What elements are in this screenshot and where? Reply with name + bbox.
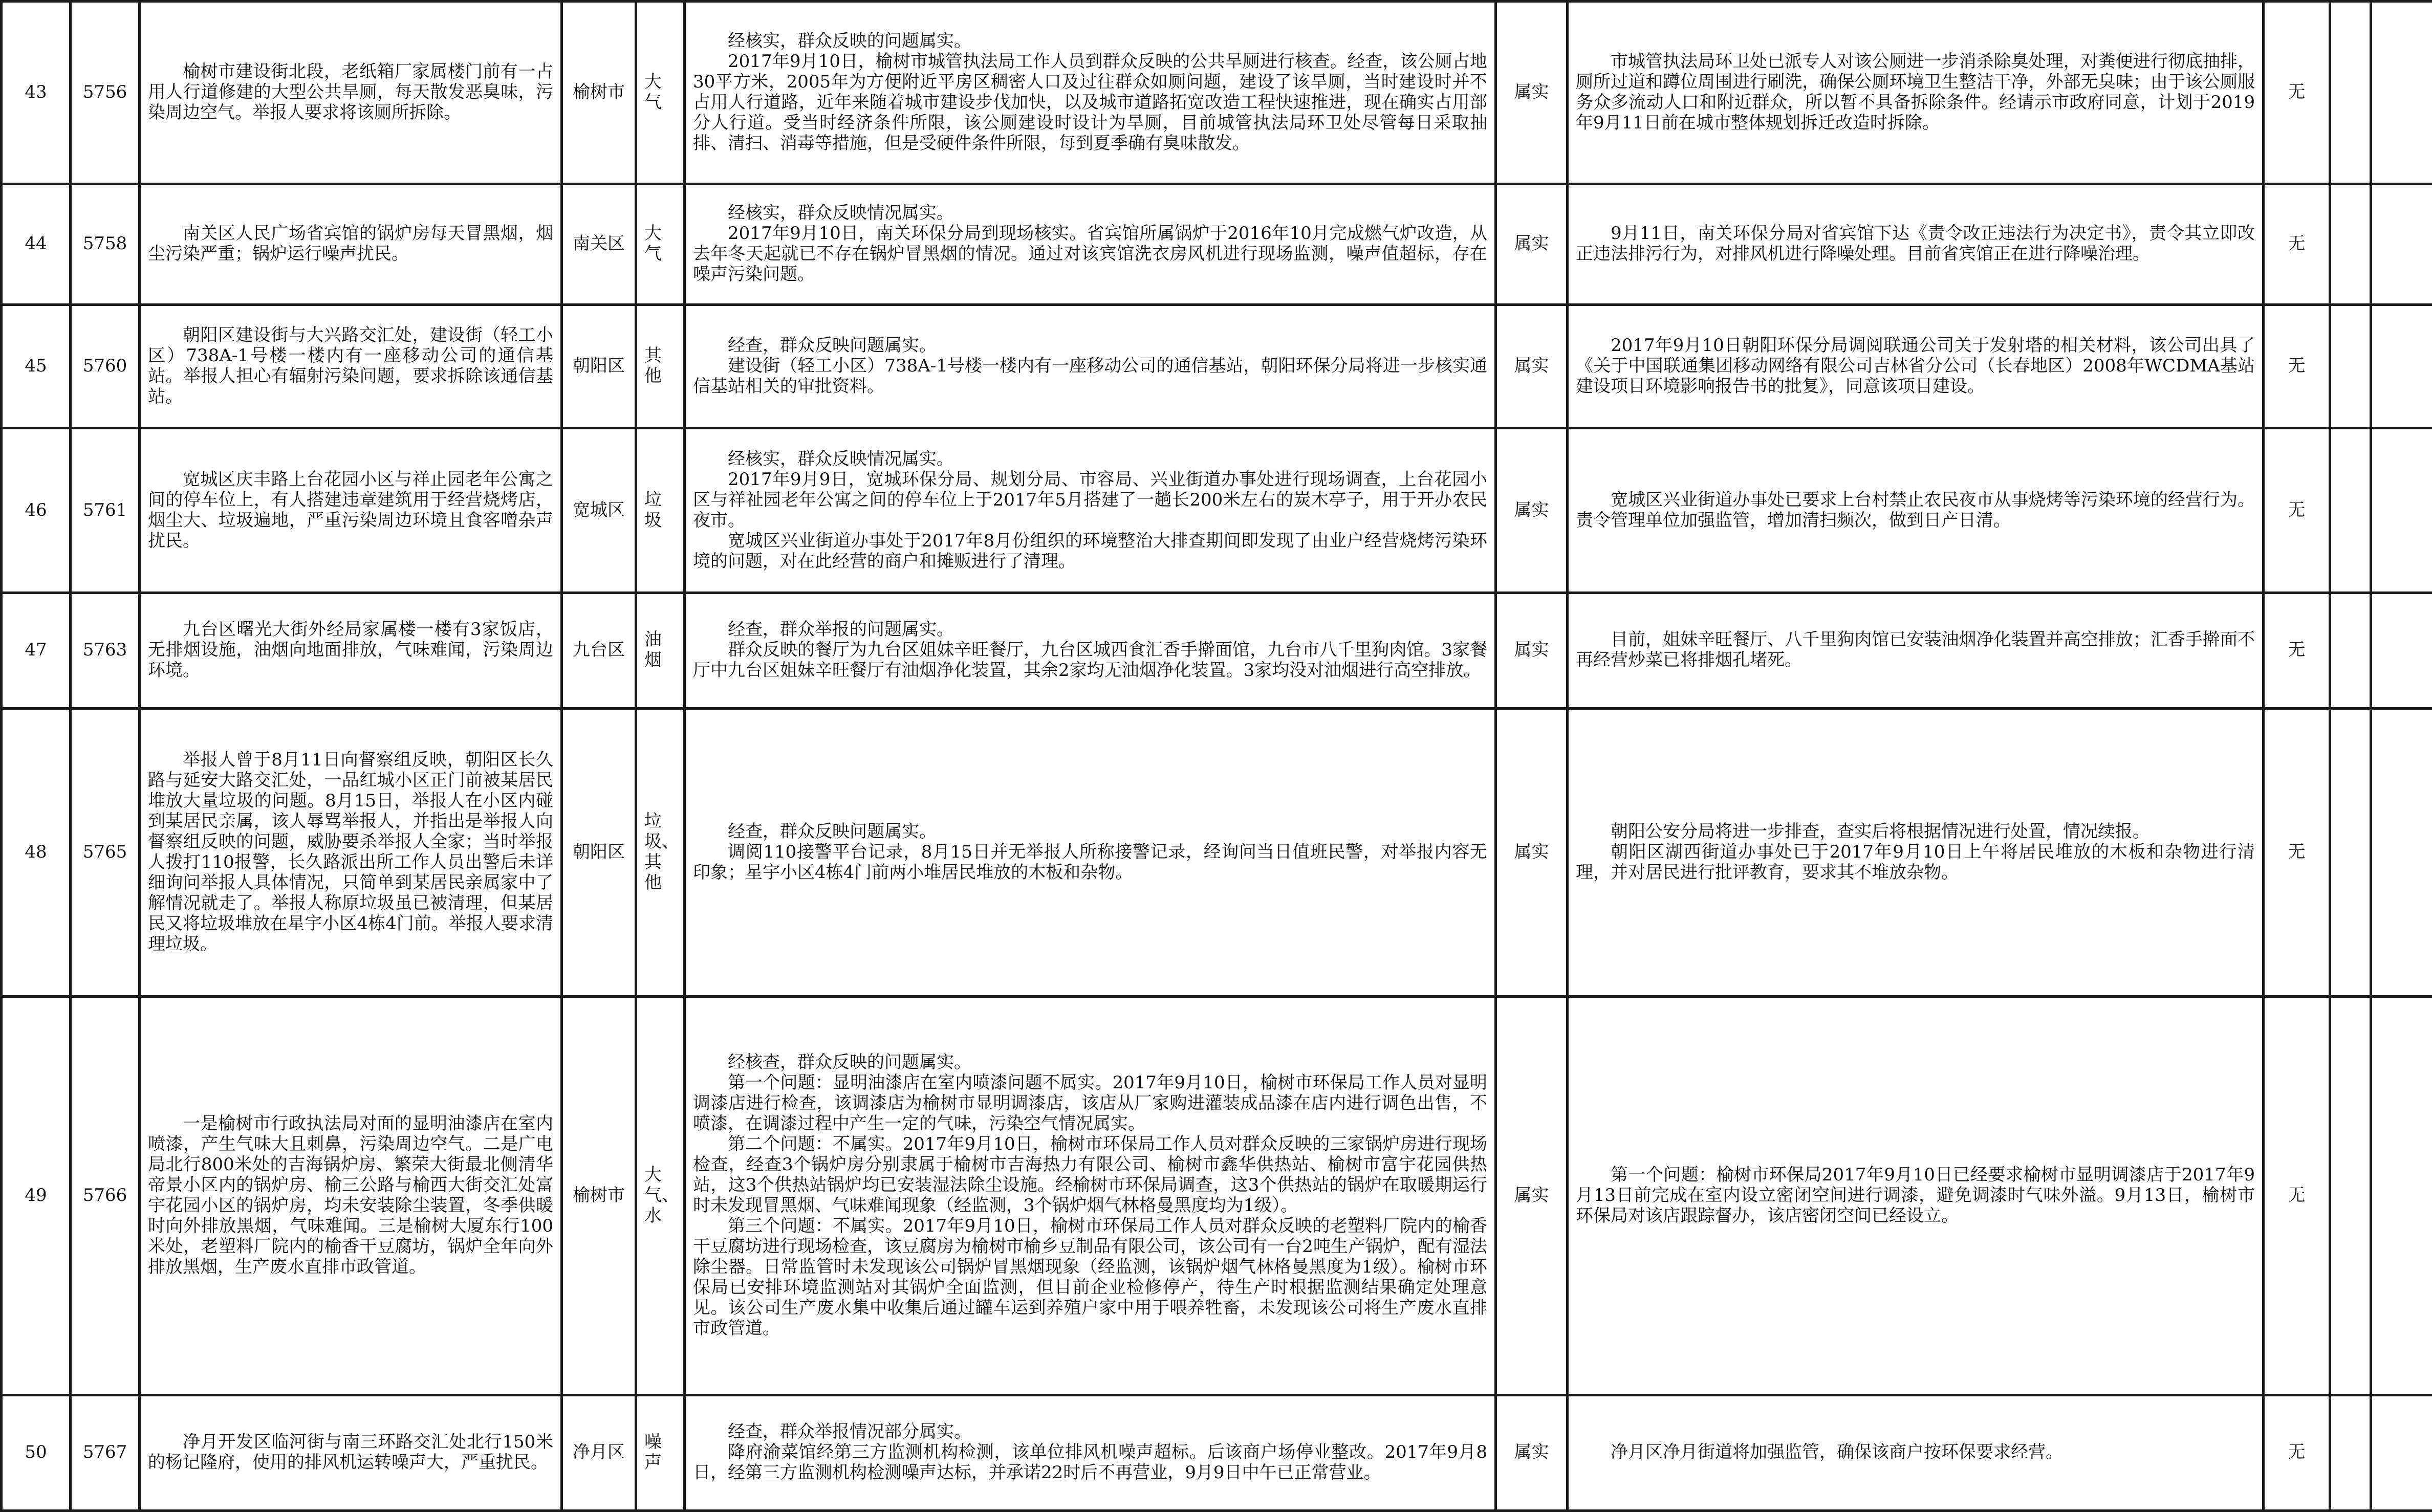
trailing-empty-cell [2371,2,2432,184]
accountability: 无 [2264,2,2330,184]
district: 宽城区 [562,428,636,593]
table-row [2,184,2432,304]
table-row [2,593,2432,708]
accountability: 无 [2264,996,2330,1395]
handling-result [1568,305,2264,428]
trailing-empty-cell [2371,305,2432,428]
remark-empty [2330,708,2371,996]
findings-paragraph: 宽城区兴业街道办事处于2017年8月份组织的环境整治大排查期间即发现了由业户经营烧烤污染环境的问题，对在此经营的商户和摊贩进行了清理。 [693,530,1487,572]
complaint-content-text: 九台区曙光大街外经局家属楼一楼有3家饭店，无排烟设施，油烟向地面排放，气味难闻，污染周边环境。 [148,619,553,681]
findings-paragraph: 经核实，群众反映情况属实。 [728,448,954,469]
row-sequence-number: 48 [2,708,71,996]
row-sequence-number: 45 [2,305,71,428]
complaint-content [140,593,562,708]
accountability: 无 [2264,1395,2330,1510]
investigation-findings [685,2,1496,184]
handling-result [1568,2,2264,184]
result-paragraph: 目前，姐妹辛旺餐厅、八千里狗肉馆已安装油烟净化装置并高空排放；汇香手擀面不再经营炒菜已将排烟孔堵死。 [1576,629,2255,671]
complaint-id: 5767 [71,1395,140,1510]
remark-empty [2330,1395,2371,1510]
complaint-id: 5766 [71,996,140,1395]
findings-paragraph: 建设街（轻工小区）738A-1号楼一楼内有一座移动公司的通信基站，朝阳环保分局将进一步核实通信基站相关的审批资料。 [693,356,1487,397]
pollution-type: 大气 [636,184,685,304]
district: 净月区 [562,1395,636,1510]
remark-empty [2330,2,2371,184]
verdict: 属实 [1496,996,1568,1395]
trailing-empty-cell [2371,1395,2432,1510]
remark-empty [2330,996,2371,1395]
handling-result [1568,184,2264,304]
row-sequence-number: 50 [2,1395,71,1510]
complaint-content-text: 榆树市建设街北段，老纸箱厂家属楼门前有一占用人行道修建的大型公共旱厕，每天散发恶臭味，污染周边空气。举报人要求将该厕所拆除。 [148,61,553,123]
accountability: 无 [2264,593,2330,708]
findings-paragraph: 第三个问题：不属实。2017年9月10日，榆树市环保局工作人员对群众反映的老塑料厂院内的榆香干豆腐坊进行现场检查，该豆腐房为榆树市榆乡豆制品有限公司，该公司有一台2吨生产锅炉，配有湿法除尘器。日常监管时未发现该公司锅炉冒黑烟现象（经监测，该锅炉烟气林格曼黑度为1级）。榆树市环保局已安排环境监测站对其锅炉全面监测，但目前企业检修停产，待生产时根据监测结果确定处理意见。该公司生产废水集中收集后通过罐车运到养殖户家中用于喂养牲畜，未发现该公司将生产废水直排市政管道。 [693,1215,1487,1339]
result-paragraph: 朝阳区湖西街道办事处已于2017年9月10日上午将居民堆放的木板和杂物进行清理，并对居民进行批评教育，要求其不堆放杂物。 [1576,841,2255,883]
complaint-content [140,305,562,428]
remark-empty [2330,184,2371,304]
findings-paragraph: 第一个问题：显明油漆店在室内喷漆问题不属实。2017年9月10日，榆树市环保局工作人员对显明调漆店进行检查，该调漆店为榆树市显明调漆店，该店从厂家购进灌装成品漆在店内进行调色出售，不喷漆，在调漆过程中产生一定的气味，污染空气情况属实。 [693,1072,1487,1134]
findings-paragraph: 2017年9月10日，榆树市城管执法局工作人员到群众反映的公共旱厕进行核查。经查，该公厕占地30平方米，2005年为方便附近平房区稠密人口及过往群众如厕问题，建设了该旱厕，当时建设时并不占用人行道路，近年来随着城市建设步伐加快，以及城市道路拓宽改造工程快速推进，现在确实占用部分人行道。受当时经济条件所限，该公厕建设时设计为旱厕，目前城管执法局环卫处尽管每日采取抽排、清扫、消毒等措施，但是受硬件条件所限，每到夏季确有臭味散发。 [693,51,1487,154]
district: 朝阳区 [562,708,636,996]
trailing-empty-cell [2371,593,2432,708]
findings-paragraph: 经核实，群众反映的问题属实。 [728,30,971,51]
handling-result [1568,708,2264,996]
pollution-type: 垃圾、其他 [636,708,685,996]
findings-paragraph: 2017年9月10日，南关环保分局到现场核实。省宾馆所属锅炉于2016年10月完成燃气炉改造，从去年冬天起就已不存在锅炉冒黑烟的情况。通过对该宾馆洗衣房风机进行现场监测，噪声值超标，存在噪声污染问题。 [693,223,1487,285]
trailing-empty-cell [2371,708,2432,996]
investigation-findings [685,593,1496,708]
accountability: 无 [2264,184,2330,304]
complaint-content-text: 一是榆树市行政执法局对面的显明油漆店在室内喷漆，产生气味大且刺鼻，污染周边空气。二是广电局北行800米处的吉海锅炉房、繁荣大街最北侧清华帝景小区内的锅炉房、榆三公路与榆西大街交汇处富宇花园小区的锅炉房，均未安装除尘装置，冬季供暖时向外排放黑烟，气味难闻。三是榆树大厦东行100米处，老塑料厂院内的榆香干豆腐坊，锅炉全年向外排放黑烟，生产废水直排市政管道。 [148,1113,553,1277]
complaint-id: 5758 [71,184,140,304]
investigation-findings [685,996,1496,1395]
table-row [2,708,2432,996]
remark-empty [2330,428,2371,593]
investigation-findings [685,305,1496,428]
pollution-type: 垃圾 [636,428,685,593]
investigation-findings [685,428,1496,593]
verdict: 属实 [1496,184,1568,304]
table-row [2,1395,2432,1510]
complaint-content-text: 宽城区庆丰路上台花园小区与祥止园老年公寓之间的停车位上，有人搭建违章建筑用于经营烧烤店，烟尘大、垃圾遍地，严重污染周边环境且食客噌杂声扰民。 [148,469,553,551]
trailing-empty-cell [2371,428,2432,593]
district: 南关区 [562,184,636,304]
trailing-empty-cell [2371,184,2432,304]
verdict: 属实 [1496,2,1568,184]
district: 朝阳区 [562,305,636,428]
investigation-findings [685,1395,1496,1510]
district: 榆树市 [562,996,636,1395]
verdict: 属实 [1496,305,1568,428]
complaint-content [140,184,562,304]
complaint-content-text: 朝阳区建设街与大兴路交汇处，建设街（轻工小区）738A-1号楼一楼内有一座移动公司的通信基站。举报人担心有辐射污染问题，要求拆除该通信基站。 [148,325,553,407]
table-row [2,996,2432,1395]
complaint-id: 5763 [71,593,140,708]
result-paragraph: 9月11日，南关环保分局对省宾馆下达《责令改正违法行为决定书》，责令其立即改正违法排污行为，对排风机进行降噪处理。目前省宾馆正在进行降噪治理。 [1576,223,2255,265]
findings-paragraph: 调阅110接警平台记录，8月15日并无举报人所称接警记录，经询问当日值班民警，对举报内容无印象；星宇小区4栋4门前两小堆居民堆放的木板和杂物。 [693,841,1487,883]
complaint-content-text: 净月开发区临河街与南三环路交汇处北行150米的杨记隆府，使用的排风机运转噪声大，严重扰民。 [148,1432,553,1473]
row-sequence-number: 43 [2,2,71,184]
investigation-findings [685,184,1496,304]
district: 榆树市 [562,2,636,184]
verdict: 属实 [1496,428,1568,593]
table-row [2,305,2432,428]
pollution-type: 其他 [636,305,685,428]
row-sequence-number: 44 [2,184,71,304]
accountability: 无 [2264,708,2330,996]
accountability: 无 [2264,305,2330,428]
row-sequence-number: 46 [2,428,71,593]
handling-result [1568,428,2264,593]
complaint-id: 5765 [71,708,140,996]
verdict: 属实 [1496,708,1568,996]
findings-paragraph: 经查，群众举报的问题属实。 [728,619,954,640]
complaint-content-text: 南关区人民广场省宾馆的锅炉房每天冒黑烟，烟尘污染严重；锅炉运行噪声扰民。 [148,223,553,265]
handling-result [1568,593,2264,708]
complaint-id: 5761 [71,428,140,593]
complaint-content-text: 举报人曾于8月11日向督察组反映，朝阳区长久路与延安大路交汇处，一品红城小区正门前被某居民堆放大量垃圾的问题。8月15日，举报人在小区内碰到某居民亲属，该人辱骂举报人，并指出是举报人向督察组反映的问题，威胁要杀举报人全家；当时举报人拨打110报警，长久路派出所工作人员出警后未详细询问举报人具体情况，只简单到某居民亲属家中了解情况就走了。举报人称原垃圾虽已被清理，但某居民又将垃圾堆放在星宇小区4栋4门前。举报人要求清理垃圾。 [148,749,553,954]
table-row [2,2,2432,184]
findings-paragraph: 降府渝菜馆经第三方监测机构检测，该单位排风机噪声超标。后该商户场停业整改。2017年9月8日，经第三方监测机构检测噪声达标，并承诺22时后不再营业，9月9日中午已正常营业。 [693,1442,1487,1483]
row-sequence-number: 49 [2,996,71,1395]
result-paragraph: 净月区净月街道将加强监管，确保该商户按环保要求经营。 [1611,1442,2063,1463]
complaint-id: 5760 [71,305,140,428]
findings-paragraph: 经核实，群众反映情况属实。 [728,203,954,224]
complaint-content [140,1395,562,1510]
findings-paragraph: 经核查，群众反映的问题属实。 [728,1051,971,1072]
remark-empty [2330,305,2371,428]
findings-paragraph: 2017年9月9日，宽城环保分局、规划分局、市容局、兴业街道办事处进行现场调查，上台花园小区与祥祉园老年公寓之间的停车位上于2017年5月搭建了一趟长200米左右的炭木亭子，用于开办农民夜市。 [693,469,1487,531]
pollution-type: 油烟 [636,593,685,708]
investigation-findings [685,708,1496,996]
pollution-type: 大气 [636,2,685,184]
row-sequence-number: 47 [2,593,71,708]
findings-paragraph: 经查，群众反映问题属实。 [728,821,937,842]
findings-paragraph: 群众反映的餐厅为九台区姐妹辛旺餐厅，九台区城西食汇香手擀面馆，九台市八千里狗肉馆。3家餐厅中九台区姐妹辛旺餐厅有油烟净化装置，其余2家均无油烟净化装置。3家均没对油烟进行高空排放。 [693,640,1487,681]
verdict: 属实 [1496,593,1568,708]
findings-paragraph: 经查，群众举报情况部分属实。 [728,1421,971,1442]
result-paragraph: 朝阳公安分局将进一步排查，查实后将根据情况进行处置，情况续报。 [1611,821,2150,842]
pollution-type: 噪声 [636,1395,685,1510]
handling-result [1568,996,2264,1395]
pollution-type: 大气、水 [636,996,685,1395]
result-paragraph: 宽城区兴业街道办事处已要求上台村禁止农民夜市从事烧烤等污染环境的经营行为。责令管理单位加强监管，增加清扫频次，做到日产日清。 [1576,489,2255,531]
result-paragraph: 市城管执法局环卫处已派专人对该公厕进一步消杀除臭处理，对粪便进行彻底抽排，厕所过道和蹲位周围进行刷洗，确保公厕环境卫生整洁干净，外部无臭味；由于该公厕服务众多流动人口和附近群众，所以暂不具备拆除条件。经请示市政府同意，计划于2019年9月11日前在城市整体规划拆迁改造时拆除。 [1576,51,2255,133]
verdict: 属实 [1496,1395,1568,1510]
result-paragraph: 第一个问题：榆树市环保局2017年9月10日已经要求榆树市显明调漆店于2017年9月13日前完成在室内设立密闭空间进行调漆，避免调漆时气味外溢。9月13日，榆树市环保局对该店跟踪督办，该店密闭空间已经设立。 [1576,1164,2255,1226]
findings-paragraph: 第二个问题：不属实。2017年9月10日，榆树市环保局工作人员对群众反映的三家锅炉房进行现场检查，经查3个锅炉房分别隶属于榆树市吉海热力有限公司、榆树市鑫华供热站、榆树市富宇花园供热站，这3个供热站锅炉均已安装湿法除尘设施。经榆树市环保局调查，这3个供热站的锅炉在取暖期运行时未发现冒黑烟、气味难闻现象（经监测，3个锅炉烟气林格曼黑度均为1级）。 [693,1133,1487,1216]
findings-paragraph: 经查，群众反映问题属实。 [728,335,937,356]
district: 九台区 [562,593,636,708]
accountability: 无 [2264,428,2330,593]
complaint-content [140,996,562,1395]
remark-empty [2330,593,2371,708]
complaint-content [140,428,562,593]
complaint-id: 5756 [71,2,140,184]
handling-result [1568,1395,2264,1510]
result-paragraph: 2017年9月10日朝阳环保分局调阅联通公司关于发射塔的相关材料，该公司出具了《关于中国联通集团移动网络有限公司吉林省分公司（长春地区）2008年WCDMA基站建设项目环境影响报告书的批复》，同意该项目建设。 [1576,335,2255,397]
complaint-content [140,708,562,996]
complaint-content [140,2,562,184]
table-row [2,428,2432,593]
trailing-empty-cell [2371,996,2432,1395]
